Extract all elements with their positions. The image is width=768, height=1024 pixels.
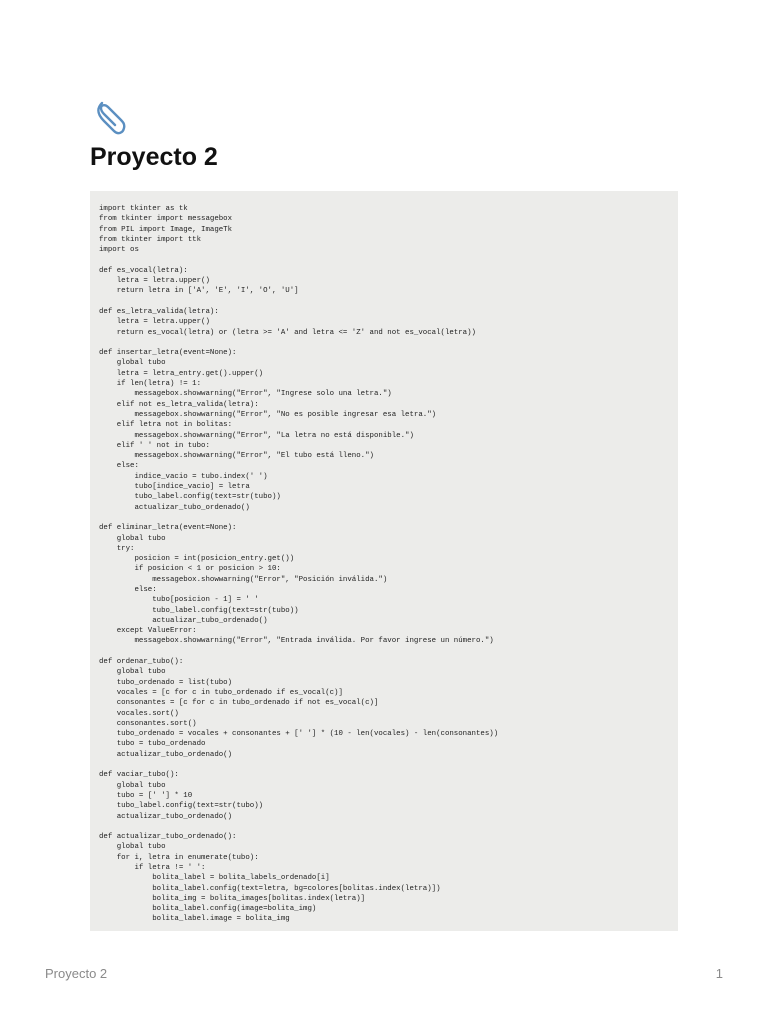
footer-title: Proyecto 2 [45,966,108,981]
page-number: 1 [715,966,723,981]
code-content: import tkinter as tk from tkinter import messagebox from PIL import Image, ImageTk from tkinter import ttk import os def es_vocal(letra): letra = letra.upper() return letra in ['A', 'E', 'I', 'O', 'U'] def es_letra_valida(letra): letra = letra.upper() return es_vocal(letra) or (letra >= 'A' and letra <= 'Z' and not es_vocal(letra)) def insertar_letra(event=None): global tubo letra = letra_entry.get().upper() if len(letra) != 1: messagebox.showwarning("Error", "Ingrese solo una letra.") elif not es_letra_valida(letra): messagebox.showwarning("Error", "No es posible ingresar esa letra.") elif letra not in bolitas: messagebox.showwarning("Error", "La letra no está disponible.") elif ' ' not in tubo: messagebox.showwarning("Error", "El tubo está lleno.") else: indice_vacio = tubo.index(' ') tubo[indice_vacio] = letra tubo_label.config(text=str(tubo)) actualizar_tubo_ordenado() def eliminar_letra(event=None): global tubo try: posicion = int(posicion_entry.get()) if posicion < 1 or posicion > 10: messagebox.showwarning("Error", "Posición inválida.") else: tubo[posicion - 1] = ' ' tubo_label.config(text=str(tubo)) actualizar_tubo_ordenado() except ValueError: messagebox.showwarning("Error", "Entrada inválida. Por favor ingrese un número.") def ordenar_tubo(): global tubo tubo_ordenado = list(tubo) vocales = [c for c in tubo_ordenado if es_vocal(c)] consonantes = [c for c in tubo_ordenado if not es_vocal(c)] vocales.sort() consonantes.sort() tubo_ordenado = vocales + consonantes + [' '] * (10 - len(vocales) - len(consonantes)) tubo = tubo_ordenado actualizar_tubo_ordenado() def vaciar_tubo(): global tubo tubo = [' '] * 10 tubo_label.config(text=str(tubo)) actualizar_tubo_ordenado() def actualizar_tubo_ordenado(): global tubo for i, letra in enumerate(tubo): if letra != ' ': bolita_label = bolita_labels_ordenado[i] bolita_label.config(text=letra, bg=colores[bolitas.index(letra)]) bolita_img = bolita_images[bolitas.index(letra)] bolita_label.config(image=bolita_img) bolita_label.image = bolita_img [99,205,499,924]
paperclip-icon [90,97,130,137]
code-block [90,191,678,931]
page-title: Proyecto 2 [90,143,218,171]
